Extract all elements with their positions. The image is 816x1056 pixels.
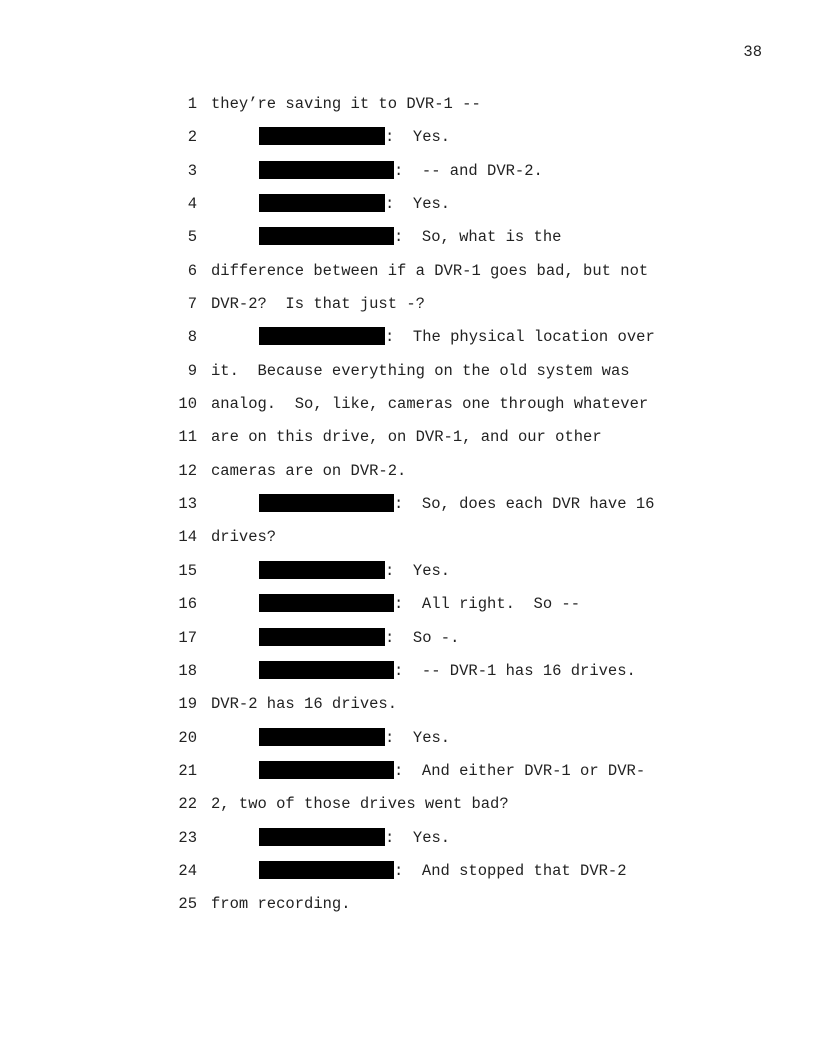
line-text: cameras are on DVR-2. xyxy=(211,461,407,480)
redaction-box xyxy=(259,594,394,612)
redaction-box xyxy=(259,327,385,345)
line-number: 2 xyxy=(187,128,197,147)
transcript-line xyxy=(0,720,816,753)
line-text: they’re saving it to DVR-1 -- xyxy=(211,95,481,113)
speech-text: : -- and DVR-2. xyxy=(394,161,543,180)
transcript-line xyxy=(0,186,816,219)
line-number: 6 xyxy=(187,261,197,280)
line-text: from recording. xyxy=(211,895,351,914)
transcript-line xyxy=(0,586,816,619)
line-number: 24 xyxy=(178,861,197,880)
speech-text: : Yes. xyxy=(385,828,451,847)
redaction-box xyxy=(259,161,394,179)
speech-text: : So, does each DVR have 16 xyxy=(394,495,655,514)
transcript-line xyxy=(0,786,816,819)
transcript-line xyxy=(0,253,816,286)
line-text: DVR-2 has 16 drives. xyxy=(211,695,398,714)
transcript-line xyxy=(0,820,816,853)
transcript-body xyxy=(0,86,816,920)
redaction-box xyxy=(259,194,385,212)
transcript-line xyxy=(0,286,816,319)
line-number: 9 xyxy=(187,361,197,380)
line-number: 3 xyxy=(187,161,197,180)
speech-text: : And either DVR-1 or DVR- xyxy=(394,761,646,780)
transcript-line xyxy=(0,686,816,719)
line-number: 16 xyxy=(178,595,197,614)
line-number: 18 xyxy=(178,661,197,680)
transcript-line xyxy=(0,153,816,186)
redaction-box xyxy=(259,861,394,879)
transcript-line xyxy=(0,653,816,686)
line-number: 12 xyxy=(178,461,197,480)
line-number: 17 xyxy=(178,628,197,647)
line-number: 13 xyxy=(178,495,197,514)
line-text: it. Because everything on the old system was xyxy=(211,361,630,380)
redaction-box xyxy=(259,494,394,512)
transcript-line xyxy=(0,853,816,886)
redaction-box xyxy=(259,561,385,579)
transcript-line xyxy=(0,419,816,452)
page-number: 38 xyxy=(743,43,762,61)
speech-text: : Yes. xyxy=(385,128,451,147)
line-number: 19 xyxy=(178,695,197,714)
line-text: 2, two of those drives went bad? xyxy=(211,795,509,814)
redaction-box xyxy=(259,227,394,245)
speech-text: : -- DVR-1 has 16 drives. xyxy=(394,661,636,680)
speech-text: : Yes. xyxy=(385,561,451,580)
transcript-line xyxy=(0,386,816,419)
line-text: analog. So, like, cameras one through whatever xyxy=(211,395,649,414)
transcript-line xyxy=(0,319,816,352)
redaction-box xyxy=(259,628,385,646)
line-number: 14 xyxy=(178,528,197,547)
speech-text: : Yes. xyxy=(385,195,451,214)
line-text: drives? xyxy=(211,528,277,547)
line-number: 7 xyxy=(187,295,197,314)
redaction-box xyxy=(259,728,385,746)
transcript-line xyxy=(0,86,816,119)
transcript-line xyxy=(0,453,816,486)
speech-text: : Yes. xyxy=(385,728,451,747)
line-text: DVR-2? Is that just -? xyxy=(211,295,425,314)
transcript-line xyxy=(0,519,816,552)
line-text: are on this drive, on DVR-1, and our other xyxy=(211,428,602,447)
transcript-line xyxy=(0,620,816,653)
line-number: 10 xyxy=(178,395,197,414)
line-number: 23 xyxy=(178,828,197,847)
line-number: 22 xyxy=(178,795,197,814)
line-number: 25 xyxy=(178,895,197,914)
line-number: 15 xyxy=(178,561,197,580)
transcript-line xyxy=(0,486,816,519)
transcript-line xyxy=(0,553,816,586)
speech-text: : All right. So -- xyxy=(394,595,581,614)
transcript-line xyxy=(0,886,816,919)
transcript-line xyxy=(0,753,816,786)
line-number: 4 xyxy=(187,195,197,214)
line-text: difference between if a DVR-1 goes bad, but not xyxy=(211,261,649,280)
line-number: 1 xyxy=(187,95,197,113)
speech-text: : And stopped that DVR-2 xyxy=(394,861,627,880)
line-number: 5 xyxy=(187,228,197,247)
redaction-box xyxy=(259,661,394,679)
line-number: 21 xyxy=(178,761,197,780)
transcript-line xyxy=(0,119,816,152)
speech-text: : So, what is the xyxy=(394,228,562,247)
speech-text: : The physical location over xyxy=(385,328,655,347)
redaction-box xyxy=(259,127,385,145)
redaction-box xyxy=(259,828,385,846)
line-number: 8 xyxy=(187,328,197,347)
speech-text: : So -. xyxy=(385,628,460,647)
line-number: 20 xyxy=(178,728,197,747)
line-number: 11 xyxy=(178,428,197,447)
redaction-box xyxy=(259,761,394,779)
transcript-line xyxy=(0,353,816,386)
transcript-line xyxy=(0,219,816,252)
